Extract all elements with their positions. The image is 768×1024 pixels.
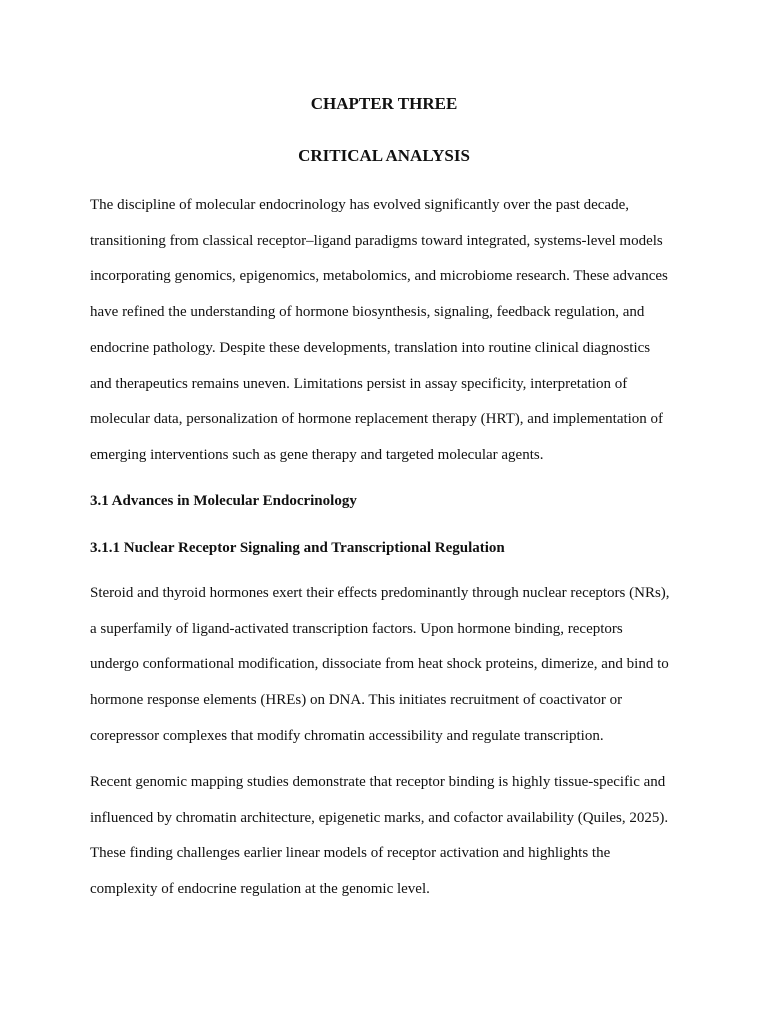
text-line: emerging interventions such as gene therapy and targeted molecular agents. [90, 446, 544, 463]
text-line: complexity of endocrine regulation at the genomic level. [90, 881, 430, 898]
text-line: endocrine pathology. Despite these developments, translation into routine clinical diagnostics [90, 339, 651, 356]
heading-3-1: 3.1 Advances in Molecular Endocrinology [90, 493, 357, 509]
genomic-mapping-paragraph [90, 765, 690, 908]
text-line: corepressor complexes that modify chromatin accessibility and regulate transcription. [90, 727, 604, 744]
text-line: influenced by chromatin architecture, epigenetic marks, and cofactor availability (Quiles, 2025). [90, 809, 669, 826]
receptor-paragraph [90, 576, 690, 755]
text-line: Steroid and thyroid hormones exert their effects predominantly through nuclear receptors (NRs), [90, 585, 670, 601]
text-line: hormone response elements (HREs) on DNA. This initiates recruitment of coactivator or [90, 692, 623, 709]
heading-3-1-1: 3.1.1 Nuclear Receptor Signaling and Transcriptional Regulation [90, 540, 505, 556]
text-line: The discipline of molecular endocrinology has evolved significantly over the past decade, [90, 197, 629, 213]
text-line: incorporating genomics, epigenomics, metabolomics, and microbiome research. These advances [90, 268, 668, 285]
text-line: undergo conformational modification, dissociate from heat shock proteins, dimerize, and bind to [90, 656, 669, 673]
chapter-title: CHAPTER THREE [310, 94, 458, 113]
text-line: and therapeutics remains uneven. Limitations persist in assay specificity, interpretation of [90, 375, 628, 392]
text-line: Recent genomic mapping studies demonstrate that receptor binding is highly tissue-specific and [90, 774, 666, 790]
text-line: molecular data, personalization of hormone replacement therapy (HRT), and implementation of [90, 411, 664, 428]
text-line: a superfamily of ligand-activated transcription factors. Upon hormone binding, receptors [90, 620, 623, 637]
section-title: CRITICAL ANALYSIS [298, 146, 470, 165]
text-line: These finding challenges earlier linear models of receptor activation and highlights the [90, 845, 611, 862]
intro-paragraph [90, 188, 690, 474]
text-line: have refined the understanding of hormone biosynthesis, signaling, feedback regulation, and [90, 304, 645, 321]
text-line: transitioning from classical receptor–ligand paradigms toward integrated, systems-level models [90, 232, 663, 249]
